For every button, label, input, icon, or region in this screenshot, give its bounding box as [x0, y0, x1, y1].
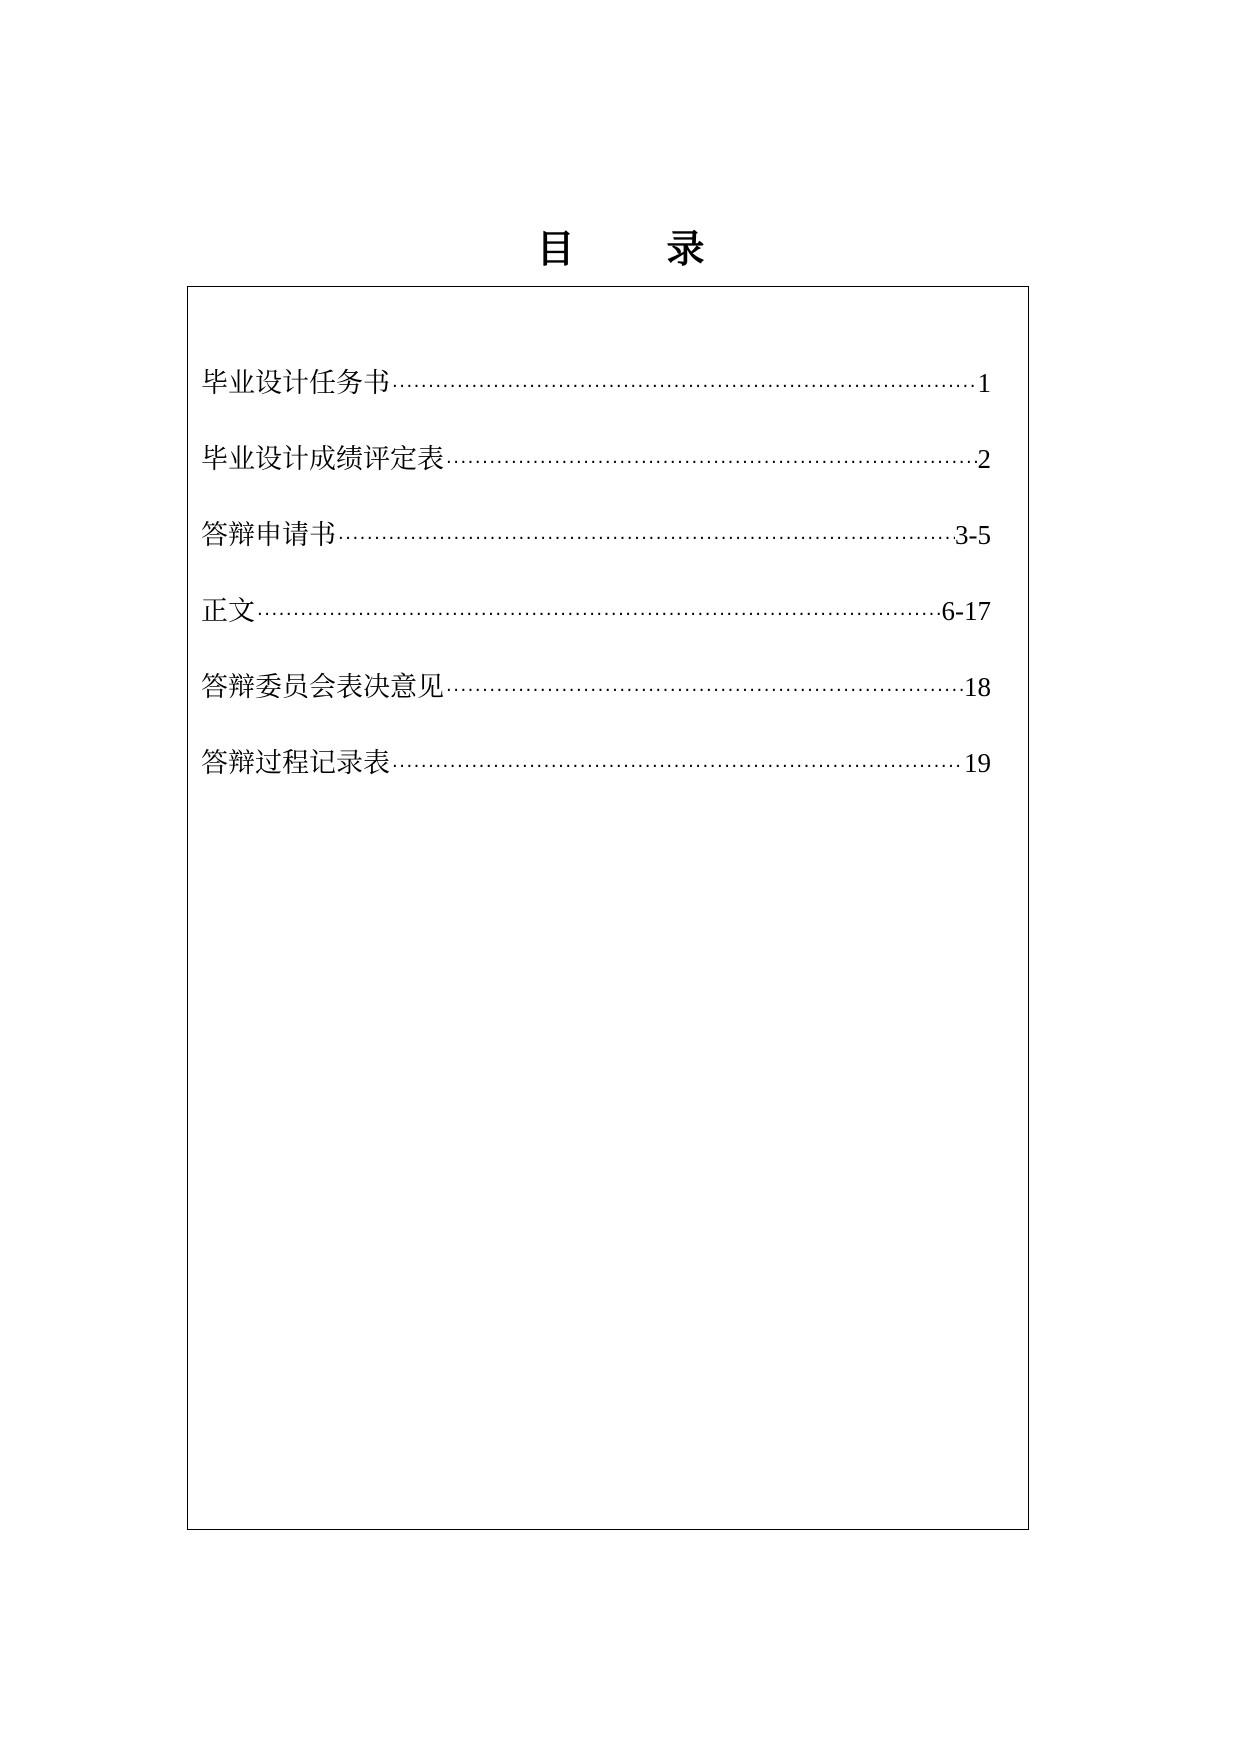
toc-entry-page: 19	[964, 748, 991, 778]
toc-frame	[187, 286, 1029, 1530]
toc-entry-defense-record[interactable]	[201, 746, 991, 822]
toc-dot-leader	[255, 598, 942, 632]
page-title-char-1: 目	[536, 226, 575, 271]
toc-entry-label: 正文	[201, 596, 255, 627]
page-title-char-2: 录	[666, 226, 705, 271]
toc-entry-label: 答辩申请书	[201, 520, 336, 551]
toc-entry-page: 6-17	[941, 596, 991, 626]
toc-dot-leader	[444, 674, 964, 708]
toc-list	[201, 366, 991, 822]
toc-entry-page: 18	[964, 672, 991, 702]
toc-entry-label: 答辩过程记录表	[201, 748, 390, 779]
toc-entry-page: 2	[977, 444, 991, 474]
toc-dot-leader	[390, 370, 978, 404]
toc-entry-task-book[interactable]	[201, 366, 991, 442]
toc-entry-page: 3-5	[955, 520, 991, 550]
toc-entry-label: 毕业设计任务书	[201, 368, 390, 399]
toc-entry-defense-application[interactable]	[201, 518, 991, 594]
toc-entry-committee-opinion[interactable]	[201, 670, 991, 746]
toc-entry-grade-form[interactable]	[201, 442, 991, 518]
toc-dot-leader	[336, 522, 955, 556]
toc-dot-leader	[444, 446, 978, 480]
toc-entry-label: 毕业设计成绩评定表	[201, 444, 444, 475]
toc-entry-page: 1	[977, 368, 991, 398]
toc-entry-main-text[interactable]	[201, 594, 991, 670]
page-title	[0, 226, 1241, 272]
toc-dot-leader	[390, 750, 964, 784]
toc-entry-label: 答辩委员会表决意见	[201, 672, 444, 703]
